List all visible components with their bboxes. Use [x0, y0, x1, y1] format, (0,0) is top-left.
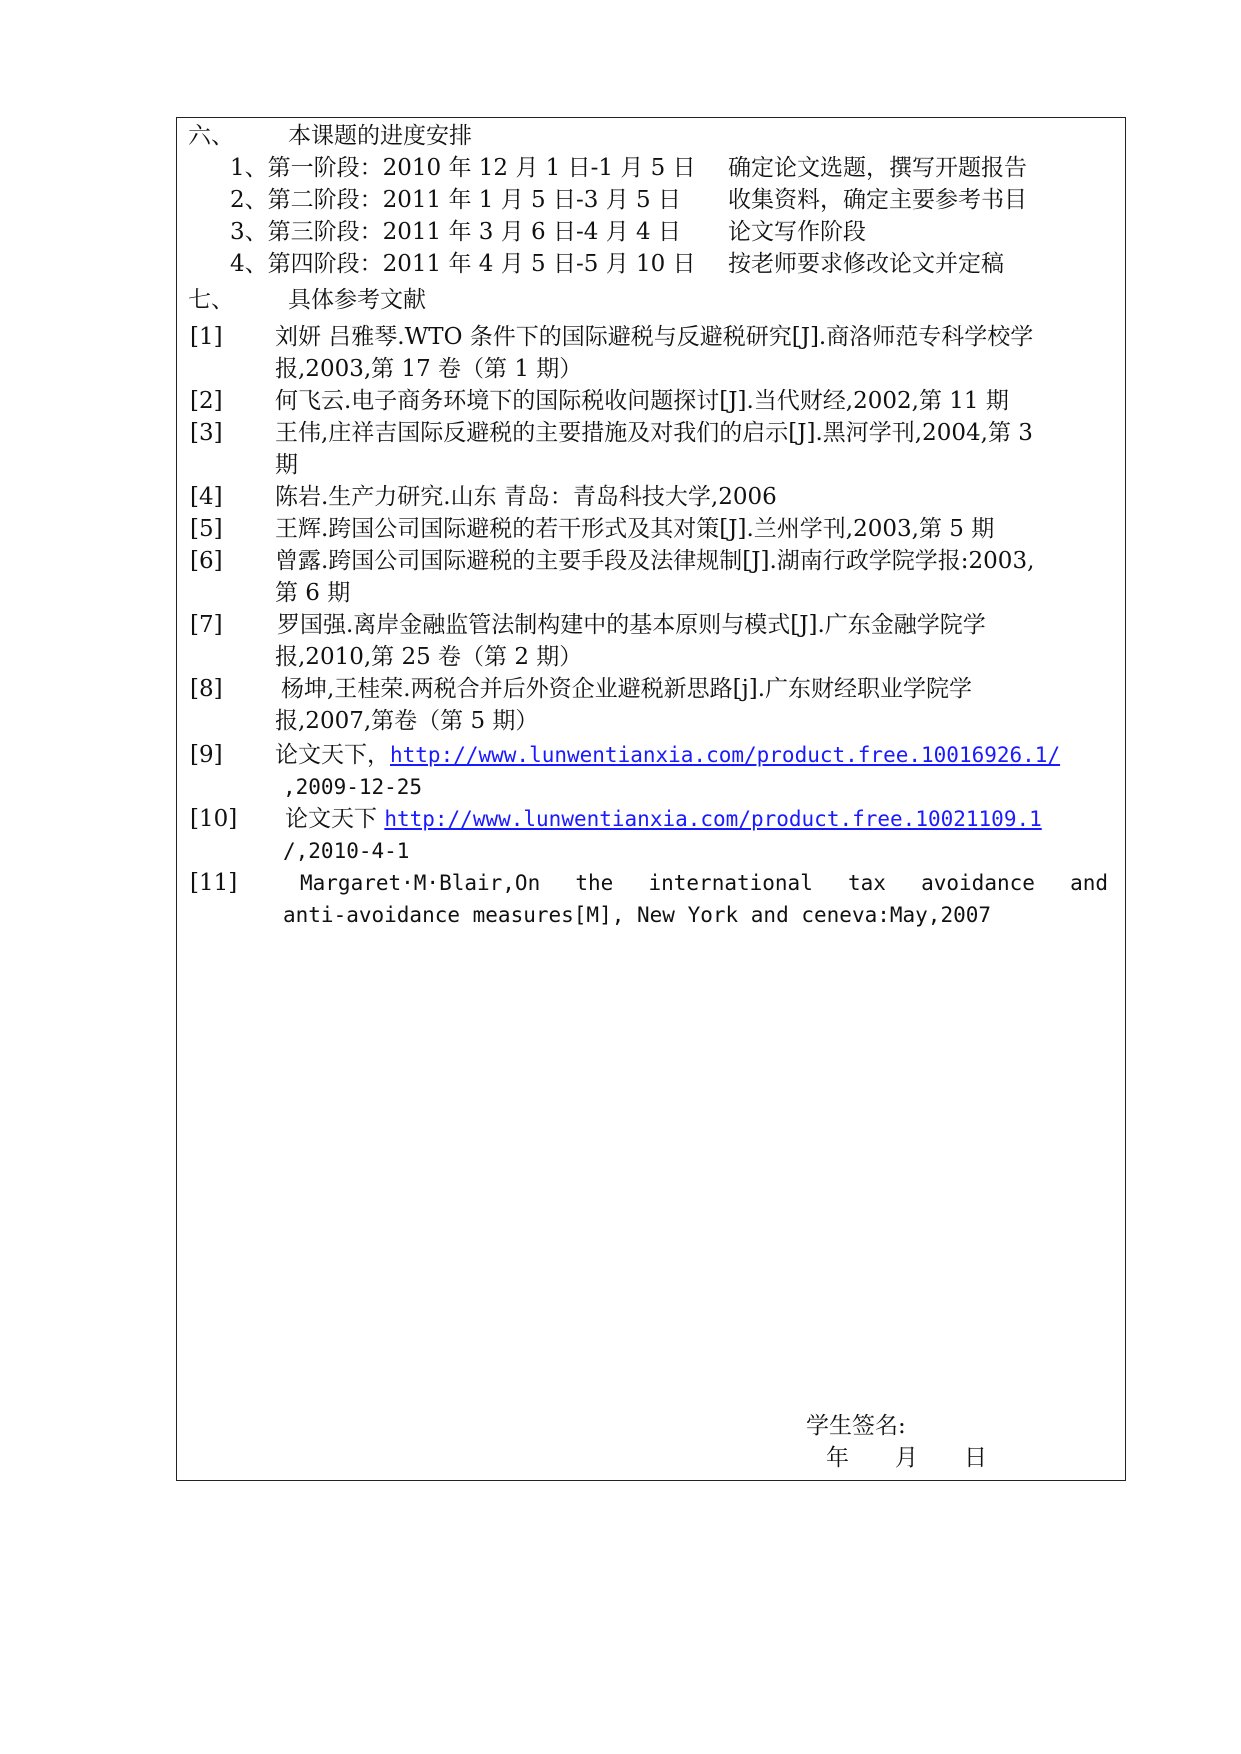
- ref-line: 期: [275, 452, 298, 478]
- ref-number: [8]: [190, 676, 223, 702]
- stage-1-task: 确定论文选题，撰写开题报告: [728, 155, 1027, 181]
- ref-line: 报,2007,第卷（第 5 期）: [275, 708, 539, 734]
- ref-line: 罗国强.离岸金融监管法制构建中的基本原则与模式[J].广东金融学院学: [277, 612, 986, 638]
- ref-line: 刘妍 吕雅琴.WTO 条件下的国际避税与反避税研究[J].商洛师范专科学校学: [275, 324, 1034, 350]
- student-signature-label: 学生签名:: [806, 1413, 906, 1439]
- ref-line: 曾露.跨国公司国际避税的主要手段及法律规制[J].湖南行政学院学报:2003,: [275, 548, 1035, 574]
- ref-line: 报,2010,第 25 卷（第 2 期）: [275, 644, 583, 670]
- ref-line: 王辉.跨国公司国际避税的若干形式及其对策[J].兰州学刊,2003,第 5 期: [275, 516, 995, 542]
- ref-number: [5]: [190, 516, 223, 542]
- ref-line: 报,2003,第 17 卷（第 1 期）: [275, 356, 583, 382]
- stage-2-task: 收集资料，确定主要参考书目: [728, 187, 1027, 213]
- stage-3-label: 3、第三阶段：2011 年 3 月 6 日-4 月 4 日: [230, 219, 681, 245]
- ref-line: 王伟,庄祥吉国际反避税的主要措施及对我们的启示[J].黑河学刊,2004,第 3: [275, 420, 1033, 446]
- ref-number: [10]: [190, 806, 238, 832]
- signature-date: 年 月 日: [826, 1445, 987, 1471]
- ref-line: [285, 803, 1042, 835]
- ref-number: [11]: [190, 870, 238, 896]
- stage-2-label: 2、第二阶段：2011 年 1 月 5 日-3 月 5 日: [230, 187, 681, 213]
- ref-number: [1]: [190, 324, 223, 350]
- ref-line: 何飞云.电子商务环境下的国际税收问题探讨[J].当代财经,2002,第 11 期: [275, 388, 1009, 414]
- stage-3-task: 论文写作阶段: [728, 219, 866, 245]
- ref-prefix: 论文天下，: [275, 742, 390, 768]
- ref-number: [9]: [190, 742, 223, 768]
- ref-number: [6]: [190, 548, 223, 574]
- ref-number: [7]: [190, 612, 223, 638]
- section7-title: 具体参考文献: [288, 287, 426, 313]
- ref-line: /,2010-4-1: [283, 839, 410, 863]
- stage-4-label: 4、第四阶段：2011 年 4 月 5 日-5 月 10 日: [230, 251, 696, 277]
- ref-line: 陈岩.生产力研究.山东 青岛：青岛科技大学,2006: [275, 484, 777, 510]
- ref-prefix: 论文天下: [285, 806, 385, 832]
- ref-line: 杨坤,王桂荣.两税合并后外资企业避税新思路[j].广东财经职业学院学: [281, 676, 973, 702]
- section7-number: 七、: [188, 287, 234, 313]
- ref-url-link[interactable]: http://www.lunwentianxia.com/product.free.10021109.1: [384, 807, 1042, 831]
- ref-line: anti-avoidance measures[M], New York and ceneva:May,2007: [283, 903, 992, 927]
- ref-url-link[interactable]: http://www.lunwentianxia.com/product.free.10016926.1/: [390, 743, 1061, 767]
- section6-number: 六、: [188, 123, 234, 149]
- stage-4-task: 按老师要求修改论文并定稿: [728, 251, 1004, 277]
- ref-number: [4]: [190, 484, 223, 510]
- ref-number: [3]: [190, 420, 223, 446]
- ref-line: ,2009-12-25: [283, 775, 423, 799]
- ref-line: 第 6 期: [275, 580, 351, 606]
- ref-line: Margaret·M·Blair,On the international tax avoidance and: [300, 871, 1108, 895]
- ref-line: [275, 739, 1060, 771]
- section6-title: 本课题的进度安排: [288, 123, 472, 149]
- ref-number: [2]: [190, 388, 223, 414]
- stage-1-label: 1、第一阶段：2010 年 12 月 1 日-1 月 5 日: [230, 155, 696, 181]
